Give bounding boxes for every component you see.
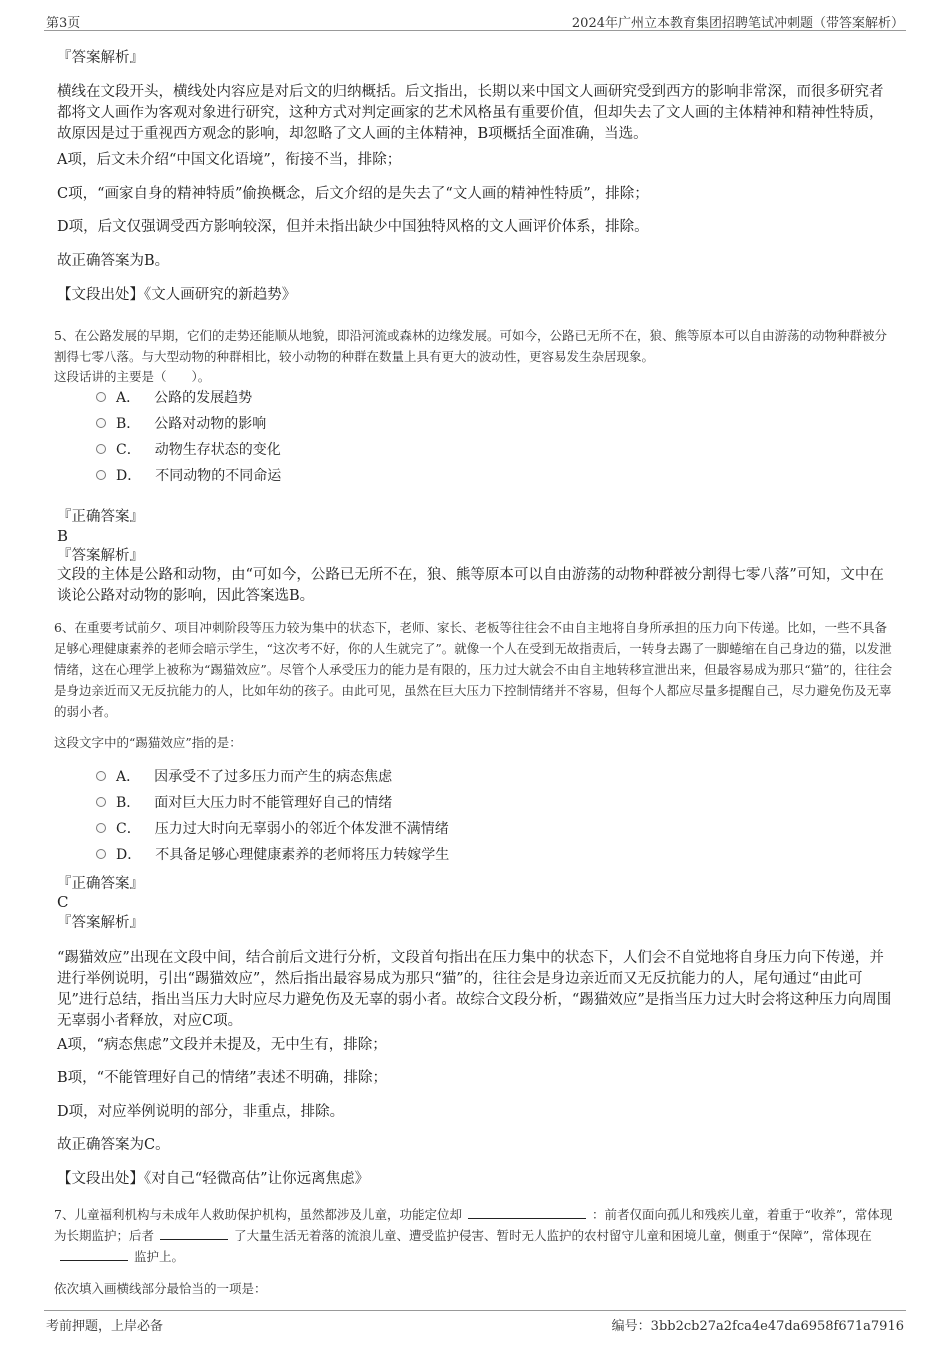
footer-slogan: 考前押题，上岸必备 (46, 1319, 164, 1334)
q5-option-b[interactable]: B． 公路对动物的影响 (96, 414, 266, 434)
q6-question: 6、在重要考试前夕、项目冲刺阶段等压力较为集中的状态下，老师、家长、老板等往往会不由自主地将自身所承担的压力向下传递。比如，一些不具备足够心理健康素养的老师会暗示学生，“这次考不好，你的人生就完了”。就像一个人在受到无故指责后，一转身去踢了一脚蜷缩在自己身边的猫，以发泄情绪，这在心理学上被称为“踢猫效应”。尽管个人承受压力的能力是有限的，压力过大就会不由自主地转移宣泄出来，但最容易成为那只“猫”的，往往会是身边亲近而又无反抗能力的人，比如年幼的孩子。由此可见，虽然在巨大压力下控制情绪并不容易，但每个人都应尽量多提醒自己，尽力避免伤及无辜的弱小者。 (54, 620, 893, 719)
q4-analysis-label: 『答案解析』 (57, 50, 144, 66)
radio-icon[interactable] (96, 797, 106, 807)
q5-answer: B (57, 527, 69, 545)
q4-analysis-para: 横线在文段开头，横线处内容应是对后文的归纳概括。后文指出，长期以来中国文人画研究受到西方的影响非常深，而很多研究者都将文人画作为客观对象进行研究，这种方式对判定画家的艺术风格虽有重要价值，但却失去了文人画的主体精神和精神性特质，故原因是过于重视西方观念的影响，却忽略了文人画的主体精神，B项概括全面准确，当选。 (57, 84, 884, 142)
radio-icon[interactable] (96, 418, 106, 428)
q7-question: 7、儿童福利机构与未成年人救助保护机构，虽然都涉及儿童，功能定位却 ：前者仅面向孤儿和残疾儿童，着重于“收养”，常体现为长期监护；后者 了大量生活无着落的流浪儿童、遭受监护侵害、暂时无人监护的农村留守儿童和困境儿童，侧重于“保障”，常体现在监护上。 (54, 1207, 893, 1264)
page-footer (44, 1310, 906, 1335)
q5-option-d[interactable]: D． 不同动物的不同命运 (96, 466, 281, 486)
blank-3 (60, 1248, 128, 1261)
q4-option-a-analysis: A项，后文未介绍“中国文化语境”，衔接不当，排除； (57, 152, 402, 168)
q5-option-c[interactable]: C． 动物生存状态的变化 (96, 440, 281, 460)
q6-option-c[interactable]: C． 压力过大时向无辜弱小的邻近个体发泄不满情绪 (96, 819, 449, 839)
q6-option-b-analysis: B项，“不能管理好自己的情绪”表述不明确，排除； (57, 1070, 387, 1086)
q5-answer-label: 『正确答案』 (57, 509, 144, 525)
q4-option-d-analysis: D项，后文仅强调受西方影响较深，但并未指出缺少中国独特风格的文人画评价体系，排除。 (57, 219, 649, 235)
q7-prompt: 依次填入画横线部分最恰当的一项是： (54, 1281, 267, 1296)
blank-1 (468, 1206, 586, 1219)
q4-option-c-analysis: C项，“画家自身的精神特质”偷换概念，后文介绍的是失去了“文人画的精神性特质”，排除； (57, 186, 649, 202)
radio-icon[interactable] (96, 849, 106, 859)
q6-answer-label: 『正确答案』 (57, 876, 144, 892)
q6-option-d[interactable]: D． 不具备足够心理健康素养的老师将压力转嫁学生 (96, 845, 449, 865)
radio-icon[interactable] (96, 823, 106, 833)
q6-option-d-analysis: D项，对应举例说明的部分，非重点，排除。 (57, 1104, 345, 1120)
q6-conclusion: 故正确答案为C。 (57, 1137, 170, 1153)
q4-source: 【文段出处】《文人画研究的新趋势》 (57, 287, 297, 303)
radio-icon[interactable] (96, 392, 106, 402)
radio-icon[interactable] (96, 470, 106, 480)
page-number: 第3页 (46, 16, 81, 31)
q6-analysis: “踢猫效应”出现在文段中间，结合前后文进行分析，文段首句指出在压力集中的状态下，人们会不自觉地将自身压力向下传递，并进行举例说明，引出“踢猫效应”，然后指出最容易成为那只“猫”的，往往会是身边亲近而又无反抗能力的人，尾句通过“由此可见”进行总结，指出当压力大时应尽力避免伤及无辜的弱小者。故综合文段分析，“踢猫效应”是指当压力过大时会将这种压力向周围无辜弱小者释放，对应C项。 (57, 950, 892, 1029)
q5-question: 5、在公路发展的早期，它们的走势还能顺从地貌，即沿河流或森林的边缘发展。可如今，公路已无所不在，狼、熊等原本可以自由游荡的动物种群被分割得七零八落。与大型动物的种群相比，较小动物的种群在数量上具有更大的波动性，更容易发生杂居现象。 (54, 328, 887, 364)
document-title: 2024年广州立本教育集团招聘笔试冲刺题（带答案解析） (571, 16, 904, 31)
q5-analysis-label: 『答案解析』 (57, 548, 144, 564)
page-header (44, 10, 906, 31)
q5-option-a[interactable]: A． 公路的发展趋势 (96, 388, 252, 408)
blank-2 (160, 1227, 228, 1240)
q5-prompt: 这段话讲的主要是（ ）。 (54, 369, 211, 384)
q5-analysis: 文段的主体是公路和动物，由“可如今，公路已无所不在，狼、熊等原本可以自由游荡的动物种群被分割得七零八落”可知，文中在谈论公路对动物的影响，因此答案选B。 (57, 567, 884, 604)
q6-option-a-analysis: A项，“病态焦虑”文段并未提及，无中生有，排除； (57, 1037, 387, 1053)
q6-analysis-label: 『答案解析』 (57, 915, 144, 931)
q4-conclusion: 故正确答案为B。 (57, 253, 170, 269)
document-id: 编号：3bb2cb27a2fca4e47da6958f671a7916 (611, 1319, 904, 1334)
q6-option-a[interactable]: A． 因承受不了过多压力而产生的病态焦虑 (96, 767, 392, 787)
q6-option-b[interactable]: B． 面对巨大压力时不能管理好自己的情绪 (96, 793, 392, 813)
q6-answer: C (57, 893, 69, 911)
q6-prompt: 这段文字中的“踢猫效应”指的是： (54, 735, 242, 750)
radio-icon[interactable] (96, 771, 106, 781)
radio-icon[interactable] (96, 444, 106, 454)
q6-source: 【文段出处】《对自己“轻微高估”让你远离焦虑》 (57, 1171, 370, 1187)
